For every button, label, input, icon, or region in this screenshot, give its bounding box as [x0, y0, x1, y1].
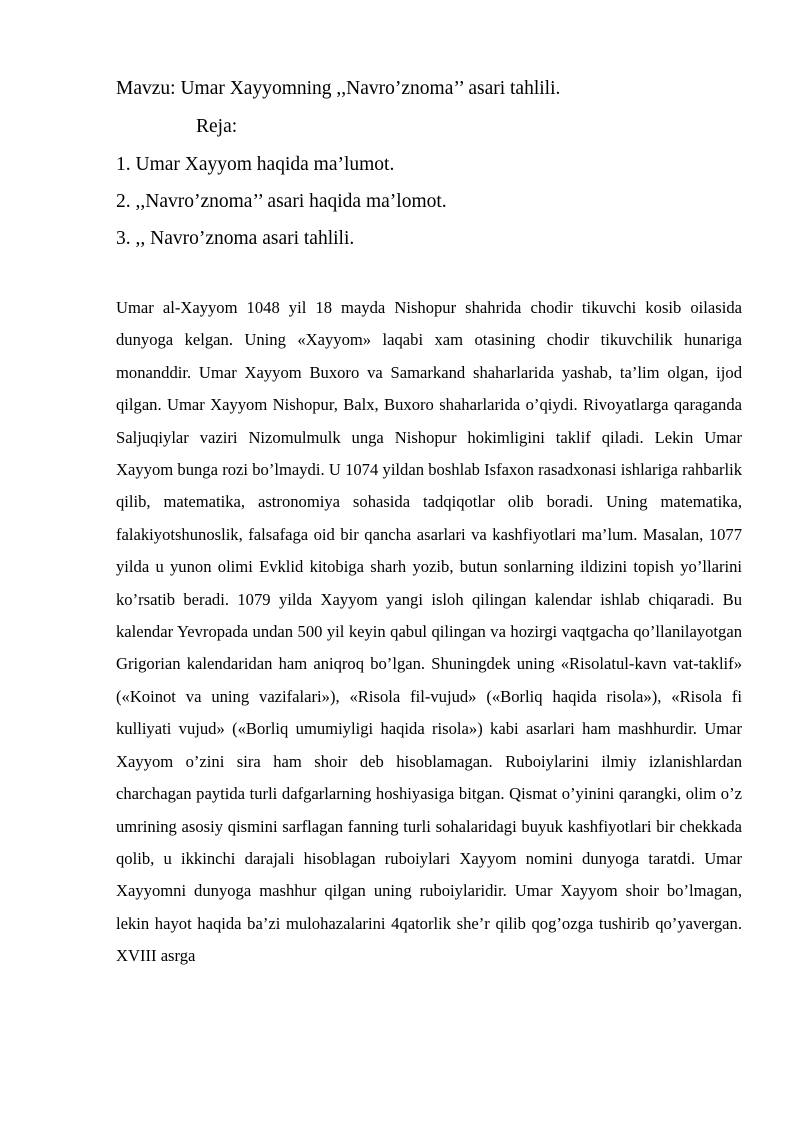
plan-item: 1. Umar Xayyom haqida ma’lumot.	[116, 154, 395, 175]
plan-item: 3. ,, Navro’znoma asari tahlili.	[116, 228, 355, 249]
body-paragraph: Umar al-Xayyom 1048 yil 18 mayda Nishopur shahrida chodir tikuvchi kosib oilasida dunyoga kelgan. Uning «Xayyom» laqabi xam otasining chodir tikuvchilik hunariga monanddir. Umar Xayyom Buxoro va Samarkand shaharlarida yashab, ta’lim olgan, ijod qilgan. Umar Xayyom Nishopur, Balx, Buxoro shaharlarida o’qiydi. Rivoyatlarga qaraganda Saljuqiylar vaziri Nizomulmulk unga Nishopur hokimligini taklif qiladi. Lekin Umar Xayyom bunga rozi bo’lmaydi. U 1074 yildan boshlab Isfaxon rasadxonasi ishlariga rahbarlik qilib, matematika, astronomiya sohasida tadqiqotlar olib boradi. Uning matematika, falakiyotshunoslik, falsafaga oid bir qancha asarlari va kashfiyotlari ma’lum. Masalan, 1077 yilda u yunon olimi Evklid kitobiga sharh yozib, butun sonlarning ildizini topish yo’llarini ko’rsatib beradi. 1079 yilda Xayyom yangi isloh qilingan kalendar ishlab chiqaradi. Bu kalendar Yevropada undan 500 yil keyin qabul qilingan va hozirgi vaqtgacha qo’llanilayotgan Grigorian kalendaridan ham aniqroq bo’lgan. Shuningdek uning «Risolatul-kavn vat-taklif» («Koinot va uning vazifalari»), «Risola fil-vujud» («Borliq haqida risola»), «Risola fi kulliyati vujud» («Borliq umumiyligi haqida risola») kabi asarlari ham mashhurdir. Umar Xayyom o’zini sira ham shoir deb hisoblamagan. Ruboiylarini ilmiy izlanishlardan charchagan paytida turli dafgarlarning hoshiyasiga bitgan. Qismat o’yinini qarangki, olim o’z umrining asosiy qismini sarflagan fanning turli sohalaridagi buyuk kashfiyotlari bir chekkada qolib, u ikkinchi darajali hisoblagan ruboiylari Xayyom nomini dunyoga taratdi. Umar Xayyomni dunyoga mashhur qilgan uning ruboiylaridir. Umar Xayyom shoir bo’lmagan, lekin hayot haqida ba’zi mulohazalarini 4qatorlik she’r qilib qog’ozga tushirib qo’yavergan. XVIII asrga	[116, 298, 742, 966]
plan-heading: Reja:	[196, 116, 238, 137]
document-title: Mavzu: Umar Xayyomning ,,Navro’znoma’’ asari tahlili.	[116, 78, 561, 99]
plan-list	[116, 150, 447, 261]
plan-item: 2. ,,Navro’znoma’’ asari haqida ma’lomot.	[116, 191, 447, 212]
